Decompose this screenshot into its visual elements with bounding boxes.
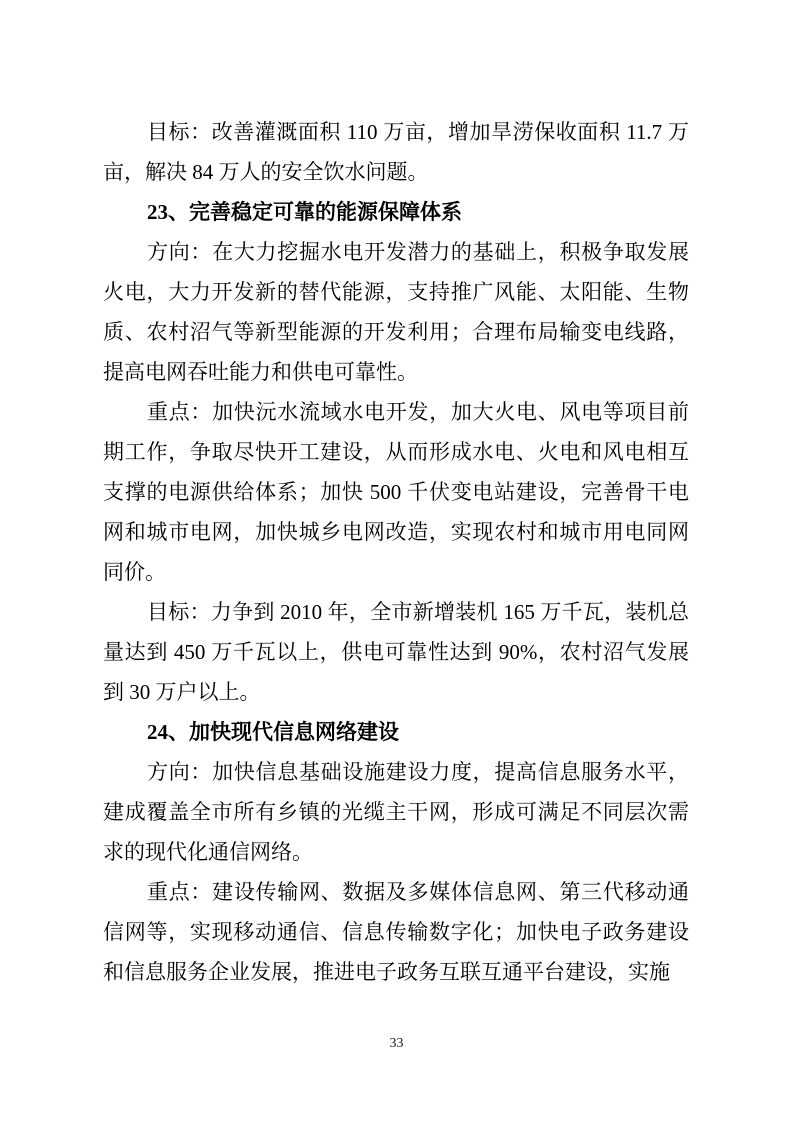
paragraph-direction-information: 方向：加快信息基础设施建设力度，提高信息服务水平，建成覆盖全市所有乡镇的光缆主干网，形成可满足不同层次需求的现代化通信网络。 [103,760,689,864]
paragraph-focus-information: 重点：建设传输网、数据及多媒体信息网、第三代移动通信网等，实现移动通信、信息传输数字化；加快电子政务建设和信息服务企业发展，推进电子政务互联互通平台建设，实施 [103,880,689,984]
section-heading-23-energy: 23、完善稳定可靠的能源保障体系 [147,200,462,224]
page-number: 33 [389,1036,404,1051]
paragraph-goal-energy: 目标：力争到 2010 年，全市新增装机 165 万千瓦，装机总量达到 450 万千瓦以上，供电可靠性达到 90%，农村沼气发展到 30 万户以上。 [103,600,689,704]
section-heading-24-information-network: 24、加快现代信息网络建设 [147,720,399,744]
paragraph-direction-energy: 方向：在大力挖掘水电开发潜力的基础上，积极争取发展火电，大力开发新的替代能源，支持推广风能、太阳能、生物质、农村沼气等新型能源的开发利用；合理布局输变电线路，提高电网吞吐能力和供电可靠性。 [103,240,689,384]
document-body [103,112,689,992]
paragraph-focus-energy: 重点：加快沅水流域水电开发，加大火电、风电等项目前期工作，争取尽快开工建设，从而形成水电、火电和风电相互支撑的电源供给体系；加快 500 千伏变电站建设，完善骨干电网和城市电网，加快城乡电网改造，实现农村和城市用电同网同价。 [103,400,689,584]
paragraph-goal-irrigation: 目标：改善灌溉面积 110 万亩，增加旱涝保收面积 11.7 万亩，解决 84 万人的安全饮水问题。 [103,120,689,184]
